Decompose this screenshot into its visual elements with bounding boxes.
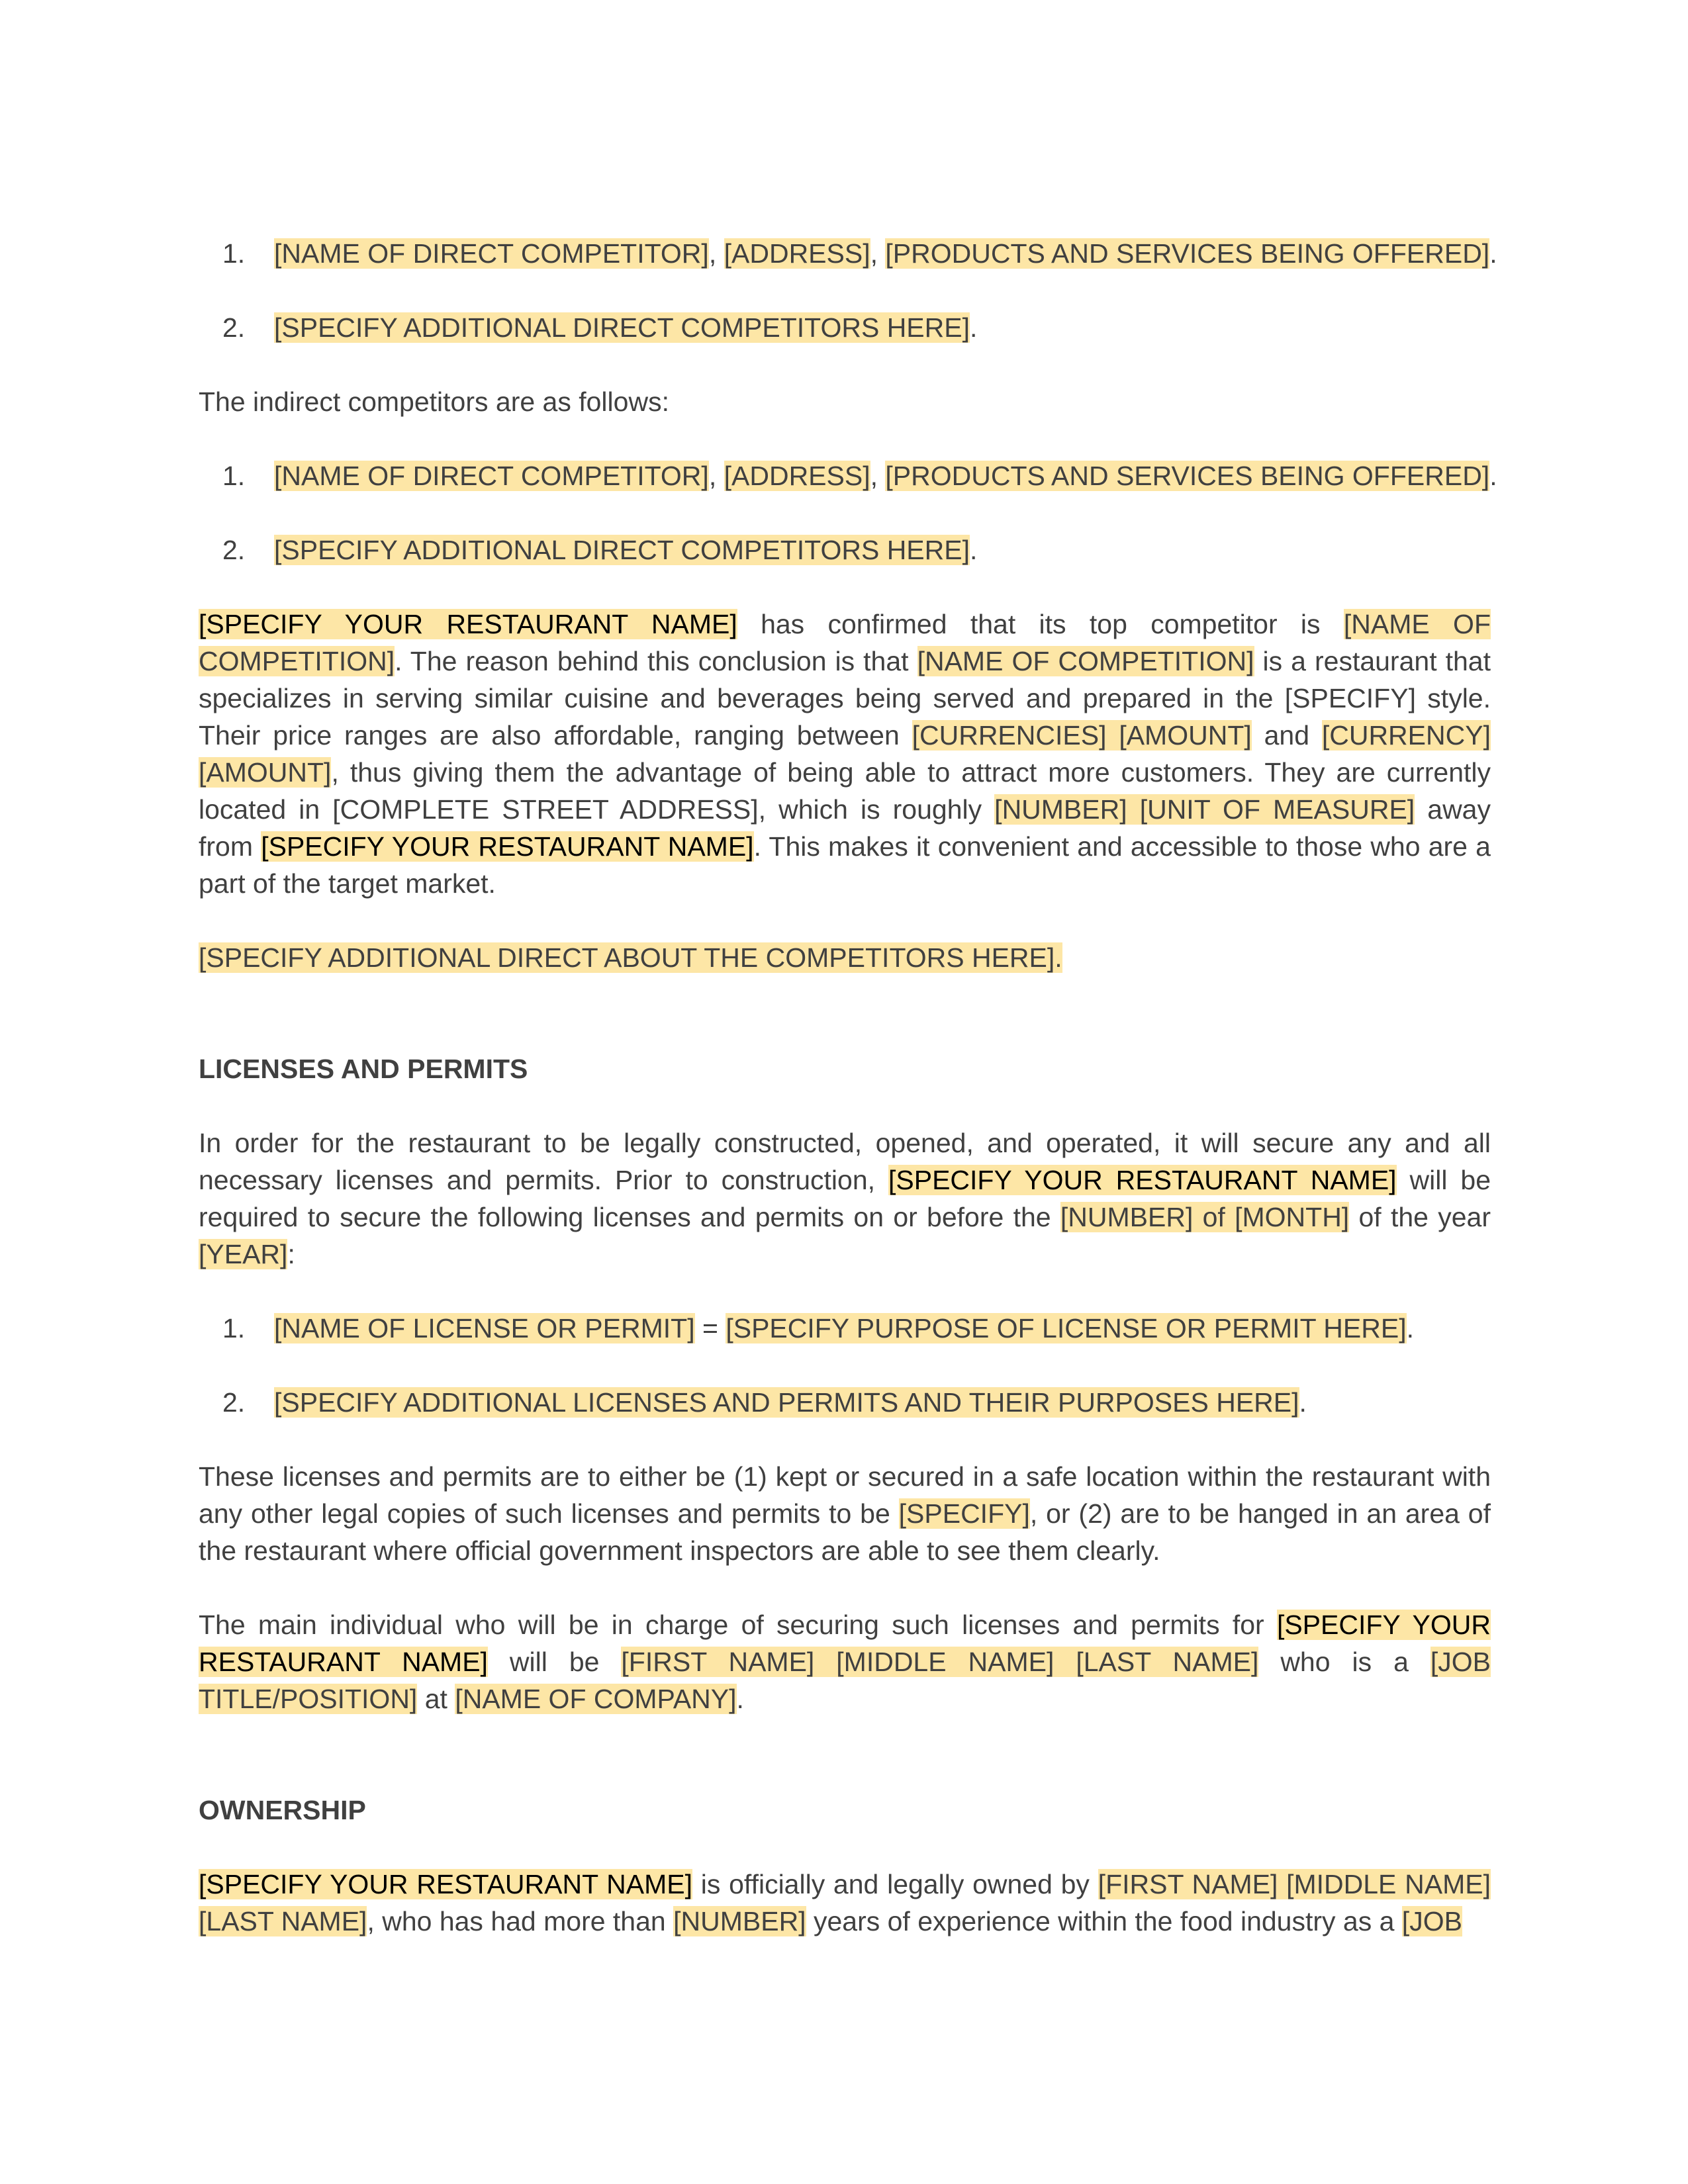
body-text: These licenses and permits are to either be (1) kept or secured in a safe location within the restaurant with any other legal copies of such licenses and permits to be xyxy=(199,1461,1491,1529)
placeholder-owner-name: [FIRST NAME] [MIDDLE NAME] [LAST NAME] xyxy=(199,1869,1491,1936)
placeholder-specify: [SPECIFY] xyxy=(898,1498,1030,1529)
list-item xyxy=(199,235,1497,272)
body-text: The main individual who will be in charge of securing such licenses and permits for xyxy=(199,1610,1277,1640)
list-item xyxy=(199,1310,1491,1347)
placeholder-date: [NUMBER] of [MONTH] xyxy=(1060,1202,1350,1232)
list-number: 1. xyxy=(222,238,246,269)
list-item xyxy=(199,531,1491,569)
document-page xyxy=(199,235,1497,1977)
placeholder-address: [ADDRESS] xyxy=(724,238,870,269)
placeholder-additional-competitors: [SPECIFY ADDITIONAL DIRECT COMPETITORS HERE] xyxy=(274,535,970,565)
list-number: 1. xyxy=(222,461,246,491)
body-text: will be required to secure the following licenses and permits on or before the xyxy=(199,1165,1491,1232)
period: . xyxy=(1299,1387,1307,1418)
placeholder-restaurant-name: [SPECIFY YOUR RESTAURANT NAME] xyxy=(199,1869,693,1899)
body-text: , or (2) are to be hanged in an area of the restaurant where official government inspectors are able to see them clearly. xyxy=(199,1498,1491,1566)
licenses-person-paragraph xyxy=(199,1606,1491,1717)
separator: , xyxy=(708,238,724,269)
separator: = xyxy=(694,1313,726,1343)
placeholder-competition-name: [NAME OF COMPETITION] xyxy=(199,609,1491,676)
placeholder-restaurant-name: [SPECIFY YOUR RESTAURANT NAME] xyxy=(888,1165,1397,1195)
body-text: . xyxy=(736,1684,744,1714)
list-number: 2. xyxy=(222,535,246,565)
section-heading-ownership: OWNERSHIP xyxy=(199,1795,366,1825)
placeholder-competitor-name: [NAME OF DIRECT COMPETITOR] xyxy=(274,238,709,269)
placeholder-currencies-amount: [CURRENCIES] [AMOUNT] xyxy=(912,720,1252,751)
list-item xyxy=(199,1384,1491,1421)
placeholder-additional-competitors: [SPECIFY ADDITIONAL DIRECT COMPETITORS HERE] xyxy=(274,312,970,343)
placeholder-additional-licenses: [SPECIFY ADDITIONAL LICENSES AND PERMITS AND THEIR PURPOSES HERE] xyxy=(274,1387,1299,1418)
placeholder-year: [YEAR] xyxy=(199,1239,288,1269)
body-text: , thus giving them the advantage of being able to attract more customers. They are currently located in [COMPLETE STREET ADDRESS], which is roughly xyxy=(199,757,1491,825)
body-text: has confirmed that its top competitor is xyxy=(737,609,1344,639)
body-text: away from xyxy=(199,794,1491,862)
direct-competitors-list xyxy=(199,235,1497,346)
ownership-paragraph xyxy=(199,1866,1491,1940)
body-text: who is a xyxy=(1258,1647,1430,1677)
list-number: 2. xyxy=(222,312,246,343)
section-heading-licenses: LICENSES AND PERMITS xyxy=(199,1054,528,1084)
placeholder-restaurant-name: [SPECIFY YOUR RESTAURANT NAME] xyxy=(261,831,754,862)
section-spacer xyxy=(199,1754,1491,1792)
body-text: . This makes it convenient and accessible to those who are a part of the target market. xyxy=(199,831,1491,899)
placeholder-job-title: [JOB TITLE/POSITION] xyxy=(199,1647,1491,1714)
placeholder-license-name: [NAME OF LICENSE OR PERMIT] xyxy=(274,1313,695,1343)
period: . xyxy=(970,312,978,343)
body-text: is officially and legally owned by xyxy=(692,1869,1098,1899)
placeholder-restaurant-name: [SPECIFY YOUR RESTAURANT NAME] xyxy=(199,609,737,639)
list-item xyxy=(199,309,1491,346)
section-spacer xyxy=(199,1013,1491,1050)
body-text: . The reason behind this conclusion is that xyxy=(395,646,917,676)
period: . xyxy=(1406,1313,1414,1343)
body-text: at xyxy=(417,1684,455,1714)
body-text: of the year xyxy=(1349,1202,1491,1232)
placeholder-address: [ADDRESS] xyxy=(724,461,870,491)
period: . xyxy=(970,535,978,565)
placeholder-company-name: [NAME OF COMPANY] xyxy=(455,1684,737,1714)
placeholder-products: [PRODUCTS AND SERVICES BEING OFFERED] xyxy=(885,238,1490,269)
placeholder-restaurant-name: [SPECIFY YOUR RESTAURANT NAME] xyxy=(199,1610,1491,1677)
body-text: years of experience within the food industry as a xyxy=(806,1906,1402,1936)
list-item xyxy=(199,457,1497,494)
placeholder-competitor-name: [NAME OF DIRECT COMPETITOR] xyxy=(274,461,709,491)
placeholder-full-name: [FIRST NAME] [MIDDLE NAME] [LAST NAME] xyxy=(621,1647,1259,1677)
placeholder-competition-name: [NAME OF COMPETITION] xyxy=(917,646,1254,676)
placeholder-products: [PRODUCTS AND SERVICES BEING OFFERED] xyxy=(885,461,1490,491)
placeholder-license-purpose: [SPECIFY PURPOSE OF LICENSE OR PERMIT HERE] xyxy=(726,1313,1407,1343)
placeholder-distance: [NUMBER] [UNIT OF MEASURE] xyxy=(994,794,1415,825)
indirect-intro: The indirect competitors are as follows: xyxy=(199,387,669,417)
licenses-storage-paragraph xyxy=(199,1458,1491,1569)
indirect-competitors-list xyxy=(199,457,1497,569)
separator: , xyxy=(870,238,886,269)
list-number: 2. xyxy=(222,1387,246,1418)
body-text: will be xyxy=(487,1647,622,1677)
placeholder-additional-details: [SPECIFY ADDITIONAL DIRECT ABOUT THE COMPETITORS HERE]. xyxy=(199,942,1062,973)
period: . xyxy=(1489,461,1497,491)
period: . xyxy=(1489,238,1497,269)
body-text: , who has had more than xyxy=(367,1906,674,1936)
body-text: In order for the restaurant to be legally constructed, opened, and operated, it will secure any and all necessary licenses and permits. Prior to construction, xyxy=(199,1128,1491,1195)
body-text: and xyxy=(1251,720,1322,751)
top-competitor-paragraph xyxy=(199,606,1491,902)
placeholder-currency-amount: [CURRENCY] [AMOUNT] xyxy=(199,720,1491,788)
body-text: is a restaurant that specializes in serving similar cuisine and beverages being served and prepared in the [SPECIFY] style. Their price ranges are also affordable, ranging between xyxy=(199,646,1491,751)
separator: , xyxy=(870,461,886,491)
list-number: 1. xyxy=(222,1313,246,1343)
additional-competitors-note xyxy=(199,939,1491,976)
body-text: : xyxy=(287,1239,295,1269)
placeholder-number: [NUMBER] xyxy=(673,1906,806,1936)
placeholder-job: [JOB xyxy=(1401,1906,1462,1936)
licenses-list xyxy=(199,1310,1491,1421)
licenses-paragraph xyxy=(199,1124,1491,1273)
separator: , xyxy=(708,461,724,491)
